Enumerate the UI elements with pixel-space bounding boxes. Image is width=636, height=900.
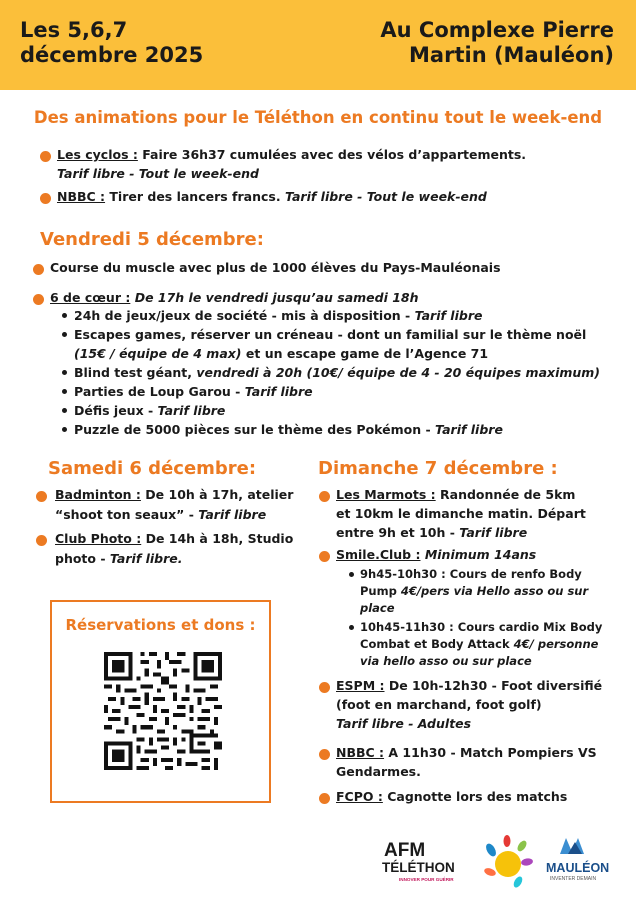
mauleon-tagline: INVENTER DEMAIN [550,876,597,882]
mauleon-text: MAULÉON [546,861,610,875]
bullet-dot-icon [319,682,330,693]
list-item: 9h45-10h30 : Cours de renfo Body Pump 4€/pers via Hello asso ou sur place [360,566,602,617]
list-item: Blind test géant, vendredi à 20h (10€/ équipe de 4 - 20 équipes maximum) [74,365,601,380]
reservations-box [50,600,271,803]
bullet-dot-icon [319,793,330,804]
bullet-dot-icon [319,749,330,760]
telethon-text: TÉLÉTHON [382,860,455,875]
weekend-item-nbbc: NBBC : Tirer des lancers francs. Tarif libre - Tout le week-end [57,189,487,204]
samedi-badminton: Badminton : De 10h à 17h, atelier “shoot ton seaux” - Tarif libre [55,487,294,522]
vendredi-activities-list [74,306,600,439]
bullet-dot-icon [319,551,330,562]
afm-telethon-logo [382,840,455,882]
list-item: 24h de jeux/jeux de société - mis à disposition - Tarif libre [74,306,600,325]
list-item: Puzzle de 5000 pièces sur le thème des Pokémon - Tarif libre [74,420,600,439]
event-location-line2: Martin (Mauléon) [409,43,614,67]
event-dates-line1: Les 5,6,7 [20,18,128,42]
dimanche-nbbc: NBBC : A 11h30 - Match Pompiers VS Gendarmes. [336,745,597,779]
section-title-samedi: Samedi 6 décembre: [48,458,257,479]
bullet-dot-icon [319,491,330,502]
intro-heading: Des animations pour le Téléthon en continu tout le week-end [33,108,603,127]
dimanche-fcpo: FCPO : Cagnotte lors des matchs [336,789,568,804]
event-dates-line2: décembre 2025 [20,43,204,67]
list-item: Défis jeux - Tarif libre [74,401,600,420]
section-title-dimanche: Dimanche 7 décembre : [318,458,558,479]
event-dates [20,18,203,68]
afm-tagline: INNOVER POUR GUÉRIR [399,877,454,882]
header-banner [0,0,636,90]
event-location-line1: Au Complexe Pierre [380,18,614,42]
qr-code-icon[interactable] [104,652,222,770]
list-item: Escapes games, réserver un créneau - dont un familial sur le thème noël [74,325,600,344]
vendredi-coeur: 6 de cœur : De 17h le vendredi jusqu’au samedi 18h [50,290,419,305]
bullet-dot-icon [40,151,51,162]
section-title-vendredi: Vendredi 5 décembre: [40,229,264,250]
bullet-dot-icon [33,294,44,305]
samedi-club-photo: Club Photo : De 14h à 18h, Studio photo - Tarif libre. [55,531,294,566]
mauleon-logo [546,838,609,882]
dimanche-espm: ESPM : De 10h-12h30 - Foot diversifié (foot en marchand, foot golf) Tarif libre - Adultes [336,678,603,731]
vendredi-muscle: Course du muscle avec plus de 1000 élèves du Pays-Mauléonais [50,260,501,275]
list-item: (15€ / équipe de 4 max) et un escape game de l’Agence 71 [74,346,489,361]
afm-text: AFM [384,840,426,861]
dimanche-smile-club: Smile.Club : Minimum 14ans [336,547,537,562]
smile-club-list [360,566,602,670]
event-location [380,18,614,68]
sun-logo-icon [483,835,533,889]
reservations-title: Réservations et dons : [65,616,256,634]
sponsor-logos [380,832,620,892]
bullet-dot-icon [40,193,51,204]
bullet-dot-icon [33,264,44,275]
bullet-dot-icon [36,535,47,546]
dimanche-marmots: Les Marmots : Randonnée de 5km et 10km le dimanche matin. Départ entre 9h et 10h - Tarif libre [336,487,586,540]
list-item: Parties de Loup Garou - Tarif libre [74,382,600,401]
weekend-item-cyclos: Les cyclos : Faire 36h37 cumulées avec des vélos d’appartements. Tarif libre - Tout le week-end [57,147,527,181]
list-item: 10h45-11h30 : Cours cardio Mix Body Combat et Body Attack 4€/ personne via hello asso ou sur place [360,620,603,668]
bullet-dot-icon [36,491,47,502]
